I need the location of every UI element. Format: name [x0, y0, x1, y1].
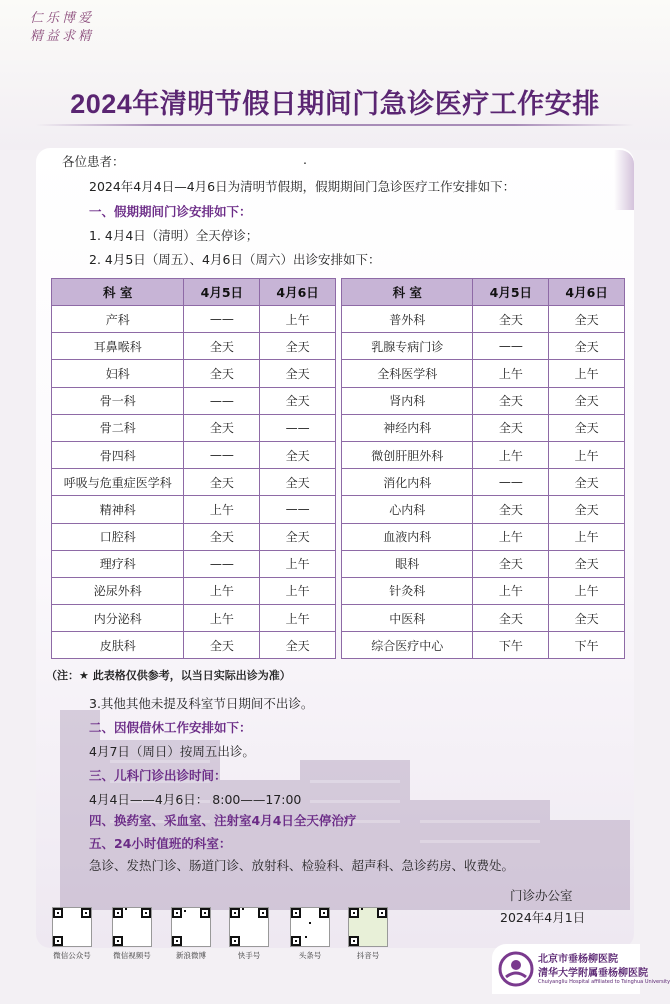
apr6-cell: 全天	[549, 605, 625, 632]
table-row	[342, 523, 625, 550]
department-cell: 皮肤科	[52, 632, 184, 659]
apr6-cell: 全天	[549, 333, 625, 360]
apr6-cell: 全天	[260, 360, 336, 387]
qr-label: 抖音号	[356, 951, 380, 960]
section5-text: 急诊、发热门诊、肠道门诊、放射科、检验科、超声科、急诊药房、收费处。	[89, 858, 515, 873]
apr6-cell: 上午	[260, 605, 336, 632]
apr5-cell: 下午	[473, 632, 549, 659]
section3-text: 4月4日——4月6日： 8:00——17:00	[89, 792, 302, 807]
apr5-cell: 全天	[473, 550, 549, 577]
qr-label: 微信公众号	[53, 951, 91, 960]
section1-heading: 一、假期期间门诊安排如下：	[89, 204, 252, 219]
table-row	[342, 550, 625, 577]
department-cell: 消化内科	[342, 469, 473, 496]
apr6-cell: 上午	[549, 577, 625, 604]
apr5-cell: ——	[184, 441, 260, 468]
apr5-cell: 上午	[473, 577, 549, 604]
item-1: 1. 4月4日（清明）全天停诊；	[89, 228, 259, 243]
item-3: 3.其他其他未提及科室节日期间不出诊。	[89, 696, 314, 711]
table-row	[52, 414, 336, 441]
department-cell: 乳腺专病门诊	[342, 333, 473, 360]
table-row	[342, 360, 625, 387]
signature-date: 2024年4月1日	[500, 910, 586, 925]
table-row	[52, 496, 336, 523]
header-apr5: 4月5日	[473, 279, 549, 306]
department-cell: 肾内科	[342, 387, 473, 414]
table-row	[342, 441, 625, 468]
section3-heading: 三、儿科门诊出诊时间：	[89, 768, 227, 783]
toutiao-qr-icon	[290, 907, 330, 947]
section2-text: 4月7日（周日）按周五出诊。	[89, 744, 255, 759]
apr6-cell: 下午	[549, 632, 625, 659]
department-cell: 产科	[52, 306, 184, 333]
department-cell: 中医科	[342, 605, 473, 632]
apr5-cell: 全天	[473, 387, 549, 414]
department-cell: 神经内科	[342, 414, 473, 441]
apr5-cell: 上午	[473, 360, 549, 387]
table-row	[52, 577, 336, 604]
header-apr6: 4月6日	[549, 279, 625, 306]
apr5-cell: 上午	[473, 441, 549, 468]
table-row	[52, 387, 336, 414]
department-cell: 口腔科	[52, 523, 184, 550]
apr6-cell: 上午	[260, 306, 336, 333]
department-cell: 内分泌科	[52, 605, 184, 632]
apr6-cell: 全天	[549, 414, 625, 441]
apr5-cell: ——	[473, 333, 549, 360]
apr6-cell: 全天	[549, 496, 625, 523]
qr-label: 微信视频号	[113, 951, 151, 960]
apr5-cell: 上午	[184, 577, 260, 604]
department-cell: 耳鼻喉科	[52, 333, 184, 360]
wechat-official-qr-icon	[52, 907, 92, 947]
apr6-cell: 全天	[260, 333, 336, 360]
intro-text: 2024年4月4日—4月6日为清明节假期，假期期间门急诊医疗工作安排如下：	[89, 179, 516, 194]
table-row	[342, 496, 625, 523]
apr5-cell: ——	[184, 387, 260, 414]
department-cell: 泌尿外科	[52, 577, 184, 604]
table-row	[342, 632, 625, 659]
item-2: 2. 4月5日（周五）、4月6日（周六）出诊安排如下：	[89, 252, 381, 267]
apr5-cell: 全天	[184, 360, 260, 387]
page-title: 2024年清明节假日期间门急诊医疗工作安排	[70, 89, 600, 119]
apr6-cell: 全天	[260, 387, 336, 414]
apr5-cell: 全天	[473, 306, 549, 333]
hospital-name-tsinghua: 清华大学附属垂杨柳医院	[538, 968, 648, 979]
table-row	[52, 550, 336, 577]
motto-line-2: 精益求精	[30, 29, 95, 44]
greeting: 各位患者：	[62, 154, 125, 169]
apr6-cell: 上午	[549, 360, 625, 387]
schedule-table-right	[341, 278, 625, 659]
hospital-name-en: Chuiyangliu Hospital affiliated to Tsinghua University	[538, 979, 670, 985]
apr5-cell: 全天	[184, 523, 260, 550]
table-row	[342, 306, 625, 333]
department-cell: 微创肝胆外科	[342, 441, 473, 468]
qr-label: 头条号	[298, 951, 322, 960]
apr6-cell: 上午	[549, 441, 625, 468]
apr6-cell: 上午	[260, 577, 336, 604]
apr5-cell: 全天	[184, 469, 260, 496]
title-divider	[36, 124, 634, 126]
apr5-cell: 全天	[473, 496, 549, 523]
header-band	[0, 0, 670, 150]
apr6-cell: ——	[260, 496, 336, 523]
department-cell: 血液内科	[342, 523, 473, 550]
header-apr5: 4月5日	[184, 279, 260, 306]
table-note: （注：★ 此表格仅供参考，以当日实际出诊为准）	[46, 669, 291, 682]
apr5-cell: ——	[473, 469, 549, 496]
department-cell: 妇科	[52, 360, 184, 387]
hospital-name-cn: 北京市垂杨柳医院	[538, 954, 618, 965]
table-row	[52, 360, 336, 387]
table-row	[52, 632, 336, 659]
hospital-motto	[30, 10, 94, 46]
table-row	[342, 469, 625, 496]
douyin-qr-icon	[229, 907, 269, 947]
apr5-cell: 上午	[473, 523, 549, 550]
table-row	[342, 605, 625, 632]
table-row	[52, 306, 336, 333]
apr5-cell: 全天	[184, 333, 260, 360]
table-row	[52, 523, 336, 550]
apr6-cell: ——	[260, 414, 336, 441]
department-cell: 理疗科	[52, 550, 184, 577]
panel-accent	[614, 150, 634, 210]
apr5-cell: ——	[184, 306, 260, 333]
department-cell: 骨一科	[52, 387, 184, 414]
apr5-cell: ——	[184, 550, 260, 577]
apr5-cell: 上午	[184, 605, 260, 632]
table-row	[342, 333, 625, 360]
section4-heading: 四、换药室、采血室、注射室4月4日全天停治疗	[89, 813, 357, 828]
apr6-cell: 全天	[260, 632, 336, 659]
signature-office: 门诊办公室	[510, 888, 573, 903]
hospital-logo-box	[492, 944, 670, 994]
apr6-cell: 全天	[260, 523, 336, 550]
department-cell: 骨二科	[52, 414, 184, 441]
apr6-cell: 上午	[260, 550, 336, 577]
apr5-cell: 上午	[184, 496, 260, 523]
header-apr6: 4月6日	[260, 279, 336, 306]
apr6-cell: 全天	[260, 469, 336, 496]
weibo-qr-icon	[171, 907, 211, 947]
greeting-dot: .	[303, 152, 307, 167]
apr6-cell: 全天	[549, 469, 625, 496]
table-row	[342, 414, 625, 441]
department-cell: 普外科	[342, 306, 473, 333]
apr5-cell: 全天	[473, 605, 549, 632]
table-row	[52, 469, 336, 496]
table-header-row	[342, 279, 625, 306]
department-cell: 全科医学科	[342, 360, 473, 387]
apr6-cell: 全天	[260, 441, 336, 468]
department-cell: 综合医疗中心	[342, 632, 473, 659]
schedule-table-left	[51, 278, 336, 659]
table-row	[342, 577, 625, 604]
department-cell: 骨四科	[52, 441, 184, 468]
table-row	[52, 333, 336, 360]
table-row	[52, 605, 336, 632]
apr6-cell: 全天	[549, 550, 625, 577]
section5-heading: 五、24小时值班的科室：	[89, 836, 232, 851]
apr6-cell: 全天	[549, 387, 625, 414]
hospital-logo-icon	[498, 951, 534, 987]
qr-label: 新浪微博	[176, 951, 206, 960]
apr6-cell: 上午	[549, 523, 625, 550]
apr5-cell: 全天	[184, 414, 260, 441]
department-cell: 呼吸与危重症医学科	[52, 469, 184, 496]
table-row	[342, 387, 625, 414]
department-cell: 眼科	[342, 550, 473, 577]
apr5-cell: 全天	[184, 632, 260, 659]
department-cell: 心内科	[342, 496, 473, 523]
qr-label: 快手号	[237, 951, 261, 960]
table-header-row	[52, 279, 336, 306]
header-department: 科 室	[52, 279, 184, 306]
apr5-cell: 全天	[473, 414, 549, 441]
motto-line-1: 仁乐博爱	[30, 11, 95, 26]
header-department: 科 室	[342, 279, 473, 306]
apr6-cell: 全天	[549, 306, 625, 333]
mini-program-qr-icon	[348, 907, 388, 947]
department-cell: 精神科	[52, 496, 184, 523]
wechat-video-qr-icon	[112, 907, 152, 947]
department-cell: 针灸科	[342, 577, 473, 604]
section2-heading: 二、因假借休工作安排如下：	[89, 720, 252, 735]
table-row	[52, 441, 336, 468]
